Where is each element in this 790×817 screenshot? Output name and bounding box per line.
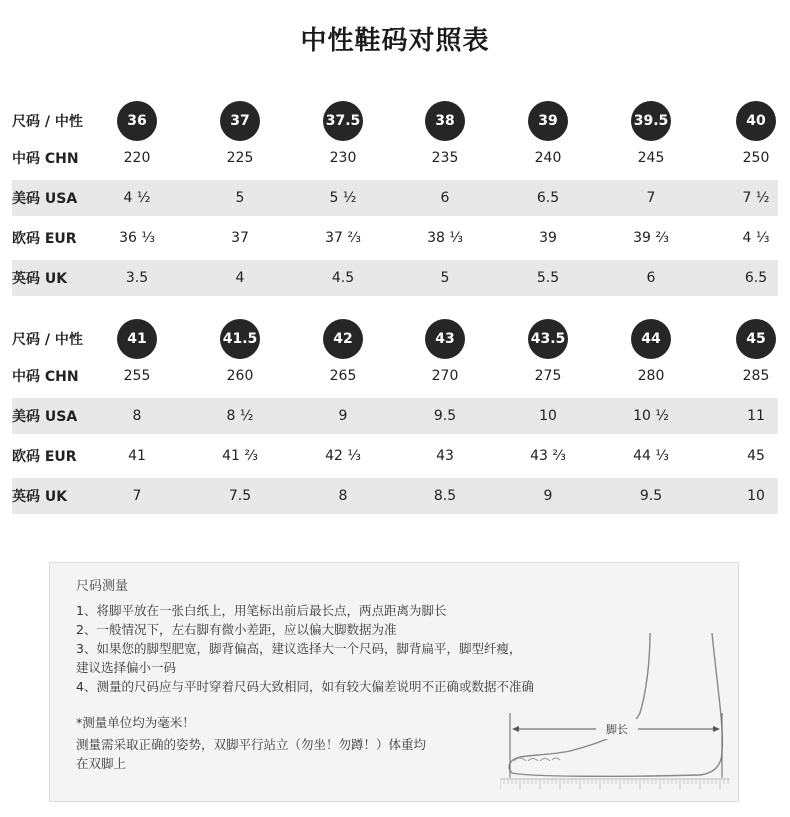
note-item-4: 4、测量的尺码应与平时穿着尺码大致相同，如有较大偏差说明不正确或数据不准确 [76, 679, 534, 694]
size-cell [308, 316, 378, 362]
size-badge: 39.5 [631, 101, 671, 141]
row-label: 尺码 / 中性 [12, 332, 83, 348]
size-cell [616, 316, 686, 362]
table-cell: 6.5 [536, 190, 560, 206]
row-label: 美码 USA [12, 191, 78, 207]
table-cell: 250 [742, 150, 770, 166]
size-cell [410, 316, 480, 362]
table-cell: 3.5 [125, 270, 149, 286]
table-cell: 4.5 [331, 270, 355, 286]
size-conversion-row [12, 180, 778, 216]
row-label: 尺码 / 中性 [12, 114, 83, 130]
table-cell: 5.5 [536, 270, 560, 286]
table-cell: 220 [123, 150, 151, 166]
table-cell: 41 [128, 448, 146, 464]
size-cell [308, 98, 378, 144]
size-cell [616, 98, 686, 144]
row-label: 英码 UK [12, 271, 68, 287]
table-cell: 9 [543, 488, 553, 504]
table-cell: 265 [329, 368, 357, 384]
note-item-2: 2、一般情况下，左右脚有微小差距，应以偏大脚数据为准 [76, 622, 397, 637]
table-cell: 42 ⅓ [325, 448, 361, 464]
size-cell [513, 316, 583, 362]
page-title: 中性鞋码对照表 [300, 26, 490, 56]
size-badge: 43 [425, 319, 465, 359]
size-conversion-row [12, 260, 778, 296]
table-cell: 43 [436, 448, 454, 464]
table-cell: 255 [123, 368, 151, 384]
size-cell [102, 98, 172, 144]
size-conversion-row [12, 358, 778, 394]
size-badge: 45 [736, 319, 776, 359]
row-label: 欧码 EUR [12, 449, 77, 465]
table-cell: 6 [440, 190, 450, 206]
table-cell: 225 [226, 150, 254, 166]
table-cell: 5 [440, 270, 450, 286]
foot-measure-illustration [500, 633, 736, 793]
row-label: 中码 CHN [12, 369, 79, 385]
size-badge: 37.5 [323, 101, 363, 141]
size-conversion-row [12, 438, 778, 474]
table-cell: 39 [539, 230, 557, 246]
table-cell: 37 ⅔ [325, 230, 361, 246]
size-cell [410, 98, 480, 144]
table-cell: 36 ⅓ [119, 230, 155, 246]
table-cell: 235 [431, 150, 459, 166]
size-cell [721, 98, 790, 144]
table-cell: 9.5 [639, 488, 663, 504]
foot-outline-icon [509, 633, 722, 776]
table-cell: 6.5 [744, 270, 768, 286]
size-conversion-row [12, 140, 778, 176]
table-cell: 9 [338, 408, 348, 424]
table-cell: 8.5 [433, 488, 457, 504]
size-conversion-row [12, 220, 778, 256]
size-badge: 44 [631, 319, 671, 359]
table-cell: 270 [431, 368, 459, 384]
size-cell [513, 98, 583, 144]
stand-note-line-1: 测量需采取正确的姿势，双脚平行站立（勿坐！勿蹲！）体重均 [76, 737, 427, 752]
size-badge: 43.5 [528, 319, 568, 359]
table-cell: 41 ⅔ [222, 448, 258, 464]
table-cell: 4 [235, 270, 245, 286]
table-cell: 37 [231, 230, 249, 246]
size-cell [721, 316, 790, 362]
table-cell: 38 ⅓ [427, 230, 463, 246]
size-row [12, 316, 778, 362]
table-cell: 5 [235, 190, 245, 206]
size-conversion-row [12, 478, 778, 514]
table-cell: 10 ½ [633, 408, 669, 424]
size-table-1 [12, 98, 778, 296]
foot-length-label: 脚长 [606, 723, 628, 736]
foot-length-marker [510, 713, 722, 778]
ruler-graphic [500, 779, 730, 789]
table-cell: 9.5 [433, 408, 457, 424]
table-cell: 275 [534, 368, 562, 384]
table-cell: 10 [539, 408, 557, 424]
size-conversion-row [12, 398, 778, 434]
row-label: 英码 UK [12, 489, 68, 505]
table-cell: 43 ⅔ [530, 448, 566, 464]
size-badge: 36 [117, 101, 157, 141]
stand-note-line-2: 在双脚上 [76, 756, 127, 771]
table-cell: 6 [646, 270, 656, 286]
table-cell: 7 [132, 488, 142, 504]
table-cell: 260 [226, 368, 254, 384]
table-cell: 44 ⅓ [633, 448, 669, 464]
table-cell: 4 ½ [123, 190, 151, 206]
notes-title: 尺码测量 [76, 579, 129, 594]
table-cell: 8 ½ [226, 408, 254, 424]
table-cell: 245 [637, 150, 665, 166]
size-cell [205, 98, 275, 144]
table-cell: 45 [747, 448, 765, 464]
size-badge: 42 [323, 319, 363, 359]
table-cell: 7 [646, 190, 656, 206]
table-cell: 39 ⅔ [633, 230, 669, 246]
size-badge: 38 [425, 101, 465, 141]
measurement-notes-panel [49, 562, 739, 802]
note-item-3: 3、如果您的脚型肥宽，脚背偏高，建议选择大一个尺码，脚背扁平，脚型纤瘦， [76, 641, 522, 656]
size-badge: 41.5 [220, 319, 260, 359]
table-cell: 10 [747, 488, 765, 504]
table-cell: 285 [742, 368, 770, 384]
table-cell: 7.5 [228, 488, 252, 504]
row-label: 美码 USA [12, 409, 78, 425]
note-item-1: 1、将脚平放在一张白纸上，用笔标出前后最长点，两点距离为脚长 [76, 603, 447, 618]
table-cell: 8 [338, 488, 348, 504]
size-table-2 [12, 316, 778, 514]
table-cell: 280 [637, 368, 665, 384]
table-cell: 7 ½ [742, 190, 770, 206]
size-badge: 41 [117, 319, 157, 359]
table-cell: 240 [534, 150, 562, 166]
size-cell [205, 316, 275, 362]
table-cell: 11 [747, 408, 765, 424]
size-row [12, 98, 778, 144]
table-cell: 8 [132, 408, 142, 424]
row-label: 中码 CHN [12, 151, 79, 167]
size-badge: 37 [220, 101, 260, 141]
table-cell: 4 ⅓ [742, 230, 770, 246]
unit-note: *测量单位均为毫米！ [76, 715, 195, 730]
row-label: 欧码 EUR [12, 231, 77, 247]
note-item-3-cont: 建议选择偏小一码 [76, 660, 177, 675]
table-cell: 5 ½ [329, 190, 357, 206]
table-cell: 230 [329, 150, 357, 166]
size-cell [102, 316, 172, 362]
size-badge: 39 [528, 101, 568, 141]
size-badge: 40 [736, 101, 776, 141]
